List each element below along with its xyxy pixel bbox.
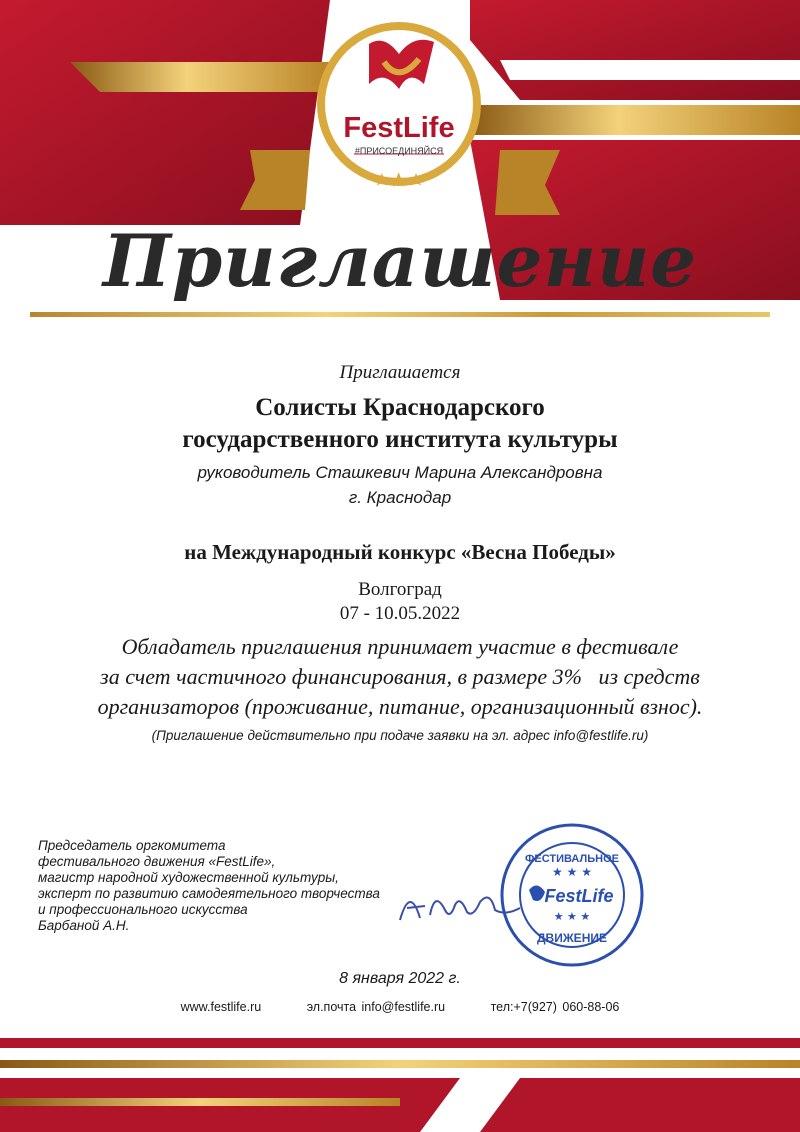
note-line-1: Обладатель приглашения принимает участие в фестивале [121,634,679,659]
footer-website[interactable]: www.festlife.ru [180,1000,262,1014]
organization-stamp [497,820,647,970]
svg-text:★ ★ ★: ★ ★ ★ [553,910,591,923]
validity-note: (Приглашение действительно при подаче заявки на эл. адрес info@festlife.ru) [151,728,649,743]
invitee-name [0,392,800,456]
signatory-line-5: и профессионального искусства [38,902,248,917]
footer-email[interactable]: эл.почта info@festlife.ru [306,1000,446,1014]
note-line-3: организаторов (проживание, питание, организационный взнос). [97,694,703,719]
invitee-line-1: Солисты Краснодарского [255,394,545,421]
invitee-line-2: государственного института культуры [182,426,618,453]
footer-phone: тел:+7(927) 060-88-06 [490,1000,620,1014]
stamp-bottom-text: ДВИЖЕНИЕ [537,931,607,945]
note-line-2: за счет частичного финансирования, в размере 3% из средств [100,664,700,689]
stamp-brand: FestLife [544,886,614,906]
signatory-block [38,838,380,934]
signatory-line-6: Барбаной А.Н. [38,918,130,933]
title-divider [30,312,770,317]
invitee-city: г. Краснодар [348,488,452,507]
svg-text:★ ★ ★: ★ ★ ★ [552,865,592,879]
page-title: Приглашение [102,218,698,303]
issue-date: 8 января 2022 г. [339,970,461,987]
contest-name: на Международный конкурс «Весна Победы» [184,540,616,564]
signatory-line-3: магистр народной художественной культуры, [38,870,339,885]
invitee-leader: руководитель Сташкевич Марина Александровна [197,463,603,482]
funding-note [0,632,800,722]
contact-footer [0,1000,800,1014]
signatory-line-4: эксперт по развитию самодеятельного творчества [38,886,380,901]
invited-label: Приглашается [339,362,461,383]
festlife-logo [314,14,484,204]
signatory-line-2: фестивального движения «FestLife», [38,854,276,869]
logo-tagline: #ПРИСОЕДИНЯЙСЯ [354,146,444,156]
stamp-top-text: ФЕСТИВАЛЬНОЕ [525,853,619,865]
logo-brand: FestLife [343,112,455,144]
footer-banner [0,1038,800,1132]
signatory-line-1: Председатель оргкомитета [38,838,226,853]
invitee-details [0,460,800,510]
venue-dates: 07 - 10.05.2022 [339,603,461,624]
venue [0,578,800,626]
venue-city: Волгоград [358,579,442,600]
